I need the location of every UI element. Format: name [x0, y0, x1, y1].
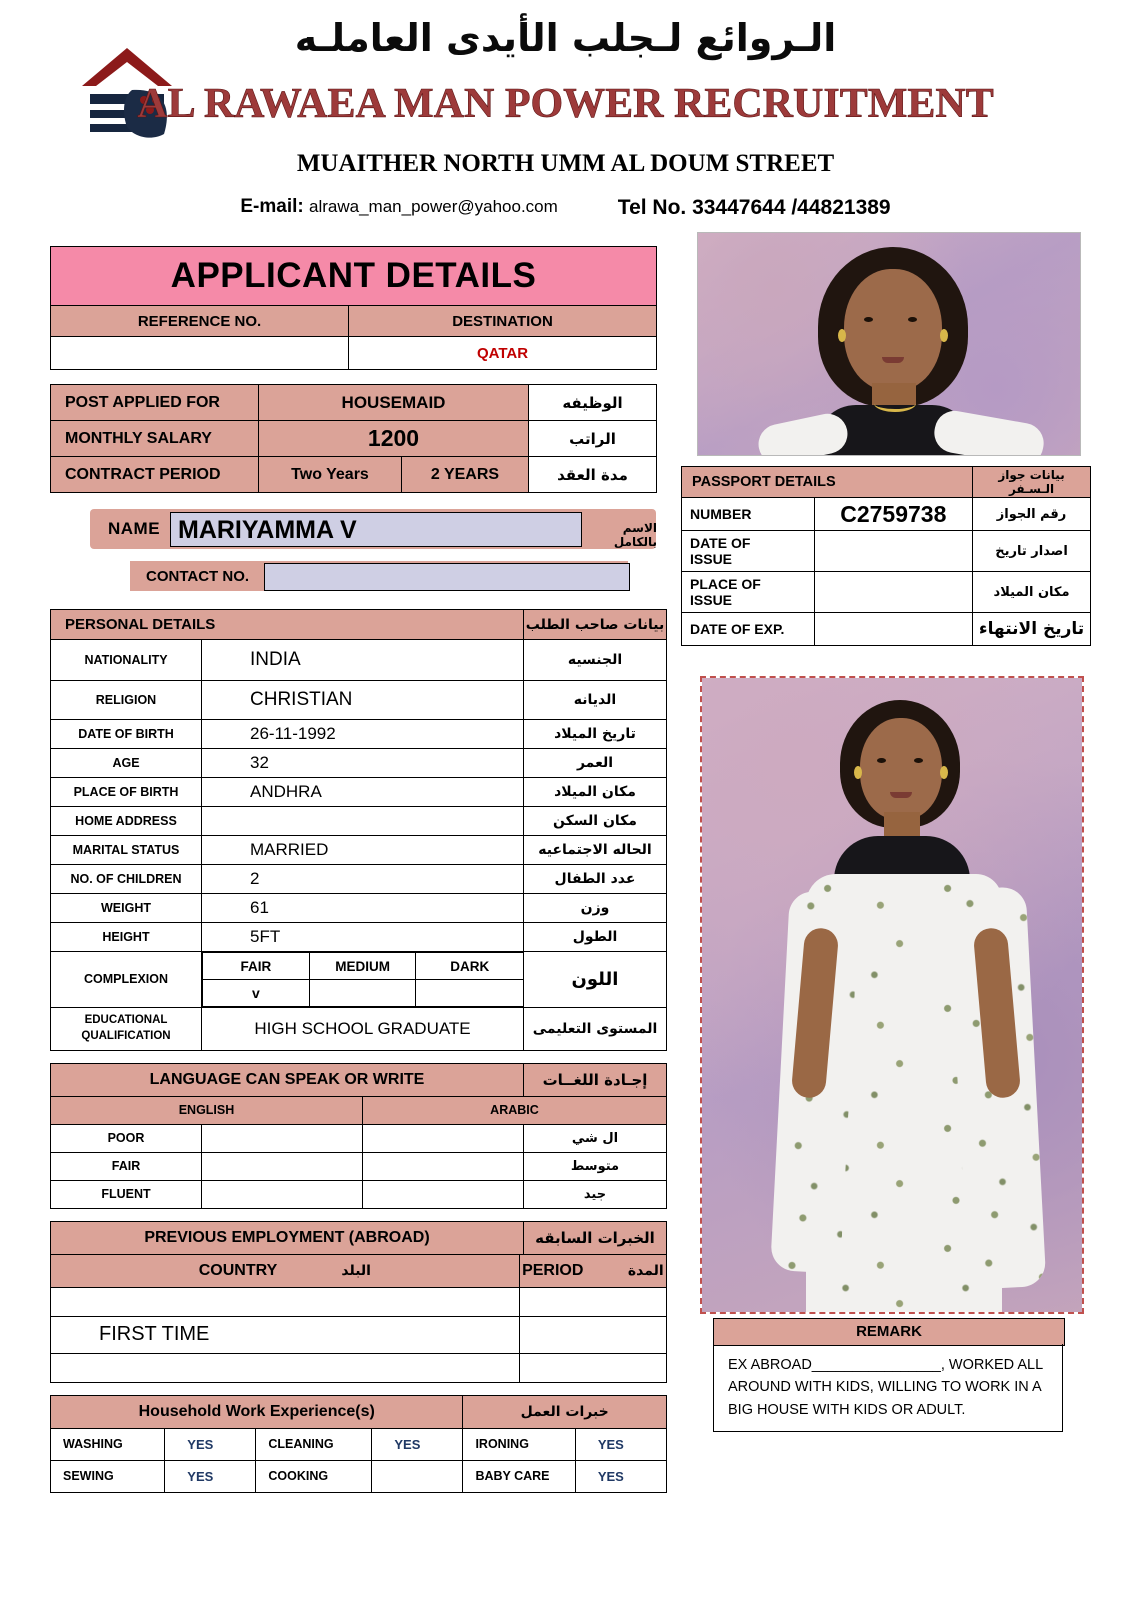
personal-details-title: PERSONAL DETAILS [51, 610, 524, 640]
education-value[interactable]: HIGH SCHOOL GRADUATE [202, 1007, 524, 1050]
monthly-salary-label: MONTHLY SALARY [51, 421, 259, 457]
place-of-birth-label: PLACE OF BIRTH [51, 778, 202, 807]
contact-no-input[interactable] [264, 563, 630, 591]
company-contact-row [0, 196, 1131, 220]
language-fair-english-mark[interactable] [202, 1152, 363, 1180]
marital-status-label: MARITAL STATUS [51, 836, 202, 865]
age-arabic: العمر [524, 749, 667, 778]
language-poor-arabic-mark[interactable] [362, 1124, 523, 1152]
previous-employment-country-2[interactable]: FIRST TIME [51, 1316, 520, 1353]
previous-employment-period-1[interactable] [519, 1287, 666, 1316]
complexion-fair-checkmark[interactable]: v [203, 980, 310, 1007]
sewing-value[interactable]: YES [165, 1460, 256, 1492]
language-fluent-arabic-mark[interactable] [362, 1180, 523, 1208]
language-title-arabic: إجـادة اللغــات [524, 1063, 667, 1096]
remark-text: EX ABROAD________________, WORKED ALL AROUND WITH KIDS, WILLING TO WORK IN A BIG HOUSE WITH KIDS OR ADULT. [713, 1344, 1063, 1432]
period-label-arabic: المدة [627, 1262, 664, 1279]
post-applied-value[interactable]: HOUSEMAID [259, 385, 529, 421]
children-value[interactable]: 2 [202, 865, 524, 894]
language-poor-english-mark[interactable] [202, 1124, 363, 1152]
date-of-birth-arabic: تاريخ الميلاد [524, 720, 667, 749]
post-applied-table [50, 384, 657, 493]
height-arabic: الطول [524, 923, 667, 952]
marital-status-value[interactable]: MARRIED [202, 836, 524, 865]
weight-arabic: وزن [524, 894, 667, 923]
personal-details-title-arabic: بيانات صاحب الطلب [524, 610, 667, 640]
cleaning-value[interactable]: YES [372, 1428, 463, 1460]
language-col-english: ENGLISH [51, 1096, 363, 1124]
previous-employment-country-1[interactable] [51, 1287, 520, 1316]
remark-header: REMARK [713, 1318, 1065, 1346]
nationality-arabic: الجنسيه [524, 640, 667, 681]
contract-period-value2[interactable]: 2 YEARS [402, 457, 529, 493]
monthly-salary-arabic: الراتب [529, 421, 657, 457]
complexion-option-dark[interactable]: DARK [416, 953, 523, 980]
language-table [50, 1063, 667, 1209]
name-label: NAME [108, 519, 161, 538]
contact-no-label: CONTACT NO. [146, 568, 250, 585]
country-column-header [51, 1254, 520, 1287]
language-fair-arabic-label: متوسط [524, 1152, 667, 1180]
document-header [0, 0, 1131, 232]
telephone-value: Tel No. 33447644 /44821389 [617, 196, 891, 219]
age-value[interactable]: 32 [202, 749, 524, 778]
previous-employment-period-3[interactable] [519, 1353, 666, 1382]
weight-label: WEIGHT [51, 894, 202, 923]
ironing-value[interactable]: YES [575, 1428, 666, 1460]
home-address-arabic: مكان السكن [524, 807, 667, 836]
contract-period-label: CONTRACT PERIOD [51, 457, 259, 493]
household-title-arabic: خبرات العمل [463, 1395, 667, 1428]
education-label-line2: QUALIFICATION [81, 1029, 171, 1042]
contact-no-row [50, 561, 657, 593]
home-address-value[interactable] [202, 807, 524, 836]
passport-details-table [681, 466, 1091, 646]
language-col-arabic: ARABIC [362, 1096, 666, 1124]
education-label-line1: EDUCATIONAL [84, 1013, 168, 1026]
home-address-label: HOME ADDRESS [51, 807, 202, 836]
date-of-birth-value[interactable]: 26-11-1992 [202, 720, 524, 749]
post-applied-label: POST APPLIED FOR [51, 385, 259, 421]
language-fair-arabic-mark[interactable] [362, 1152, 523, 1180]
email-value: alrawa_man_power@yahoo.com [309, 197, 558, 216]
washing-label: WASHING [51, 1428, 165, 1460]
passport-expiry-label: DATE OF EXP. [682, 613, 815, 646]
cooking-label: COOKING [256, 1460, 372, 1492]
religion-arabic: الديانه [524, 681, 667, 720]
cleaning-label: CLEANING [256, 1428, 372, 1460]
language-title: LANGUAGE CAN SPEAK OR WRITE [51, 1063, 524, 1096]
language-level-fluent: FLUENT [51, 1180, 202, 1208]
personal-details-table [50, 609, 667, 1051]
country-label: COUNTRY [198, 1261, 277, 1279]
nationality-label: NATIONALITY [51, 640, 202, 681]
passport-issue-date-label: DATE OF ISSUE [682, 531, 815, 572]
previous-employment-title-arabic: الخبرات السابقه [524, 1221, 667, 1254]
household-experience-table [50, 1395, 667, 1493]
complexion-medium-checkmark[interactable] [309, 980, 416, 1007]
passport-issue-date-value[interactable] [814, 531, 973, 572]
complexion-arabic: اللون [524, 952, 667, 1008]
reference-no-label: REFERENCE NO. [51, 306, 349, 337]
name-field-row [50, 509, 657, 549]
contract-period-arabic: مدة العقد [529, 457, 657, 493]
age-label: AGE [51, 749, 202, 778]
passport-issue-place-value[interactable] [814, 572, 973, 613]
destination-label: DESTINATION [349, 306, 657, 337]
religion-label: RELIGION [51, 681, 202, 720]
place-of-birth-value[interactable]: ANDHRA [202, 778, 524, 807]
sewing-label: SEWING [51, 1460, 165, 1492]
complexion-option-fair[interactable]: FAIR [203, 953, 310, 980]
baby-care-value[interactable]: YES [575, 1460, 666, 1492]
height-value[interactable]: 5FT [202, 923, 524, 952]
previous-employment-table [50, 1221, 667, 1383]
monthly-salary-value[interactable]: 1200 [259, 421, 529, 457]
company-street: MUAITHER NORTH UMM AL DOUM STREET [296, 150, 835, 177]
weight-value[interactable]: 61 [202, 894, 524, 923]
passport-issue-place-label: PLACE OF ISSUE [682, 572, 815, 613]
education-label [51, 1007, 202, 1050]
passport-details-title-arabic: بيانات جواز الـسـفر [973, 467, 1091, 498]
destination-value[interactable]: QATAR [349, 337, 657, 370]
applicant-passport-photo [697, 232, 1081, 456]
language-fluent-english-mark[interactable] [202, 1180, 363, 1208]
ironing-label: IRONING [463, 1428, 575, 1460]
household-title: Household Work Experience(s) [51, 1395, 463, 1428]
language-level-fair: FAIR [51, 1152, 202, 1180]
date-of-birth-label: DATE OF BIRTH [51, 720, 202, 749]
education-arabic: المستوى التعليمى [524, 1007, 667, 1050]
marital-status-arabic: الحاله الاجتماعيه [524, 836, 667, 865]
company-arabic-title: الـروائع لـجلب الأيدى العاملـه [294, 16, 837, 60]
name-arabic: الاسم بالكامل [613, 521, 657, 549]
complexion-label: COMPLEXION [51, 952, 202, 1008]
place-of-birth-arabic: مكان الميلاد [524, 778, 667, 807]
name-value: MARIYAMMA V [178, 516, 357, 544]
applicant-details-title: APPLICANT DETAILS [51, 247, 657, 306]
children-arabic: عدد الطفال [524, 865, 667, 894]
email-label: E-mail: [240, 196, 304, 217]
language-poor-arabic-label: ال شي [524, 1124, 667, 1152]
previous-employment-country-3[interactable] [51, 1353, 520, 1382]
complexion-dark-checkmark[interactable] [416, 980, 523, 1007]
company-name: AL RAWAEA MAN POWER RECRUITMENT [137, 81, 994, 127]
left-column [50, 246, 665, 1493]
passport-number-label: NUMBER [682, 498, 815, 531]
washing-value[interactable]: YES [165, 1428, 256, 1460]
religion-value[interactable]: CHRISTIAN [202, 681, 524, 720]
applicant-full-length-photo [700, 676, 1084, 1314]
previous-employment-period-2[interactable] [519, 1316, 666, 1353]
passport-issue-date-arabic: اصدار تاريخ [973, 531, 1091, 572]
reference-no-value[interactable] [51, 337, 349, 370]
period-column-header [519, 1254, 666, 1287]
height-label: HEIGHT [51, 923, 202, 952]
post-applied-arabic: الوظيفه [529, 385, 657, 421]
applicant-details-table [50, 246, 657, 370]
period-label: PERIOD [522, 1261, 584, 1279]
country-label-arabic: البلد [341, 1262, 371, 1279]
contract-period-value[interactable]: Two Years [259, 457, 402, 493]
passport-issue-place-arabic: مكان الميلاد [973, 572, 1091, 613]
cooking-value[interactable] [372, 1460, 463, 1492]
passport-number-value[interactable]: C2759738 [814, 498, 973, 531]
passport-number-arabic: رقم الجواز [973, 498, 1091, 531]
language-fluent-arabic-label: جيد [524, 1180, 667, 1208]
baby-care-label: BABY CARE [463, 1460, 575, 1492]
passport-details-title: PASSPORT DETAILS [682, 467, 973, 498]
children-label: NO. OF CHILDREN [51, 865, 202, 894]
passport-expiry-value[interactable] [814, 613, 973, 646]
language-level-poor: POOR [51, 1124, 202, 1152]
passport-expiry-arabic: تاريخ الانتهاء [973, 613, 1091, 646]
nationality-value[interactable]: INDIA [202, 640, 524, 681]
previous-employment-title: PREVIOUS EMPLOYMENT (ABROAD) [51, 1221, 524, 1254]
complexion-option-medium[interactable]: MEDIUM [309, 953, 416, 980]
